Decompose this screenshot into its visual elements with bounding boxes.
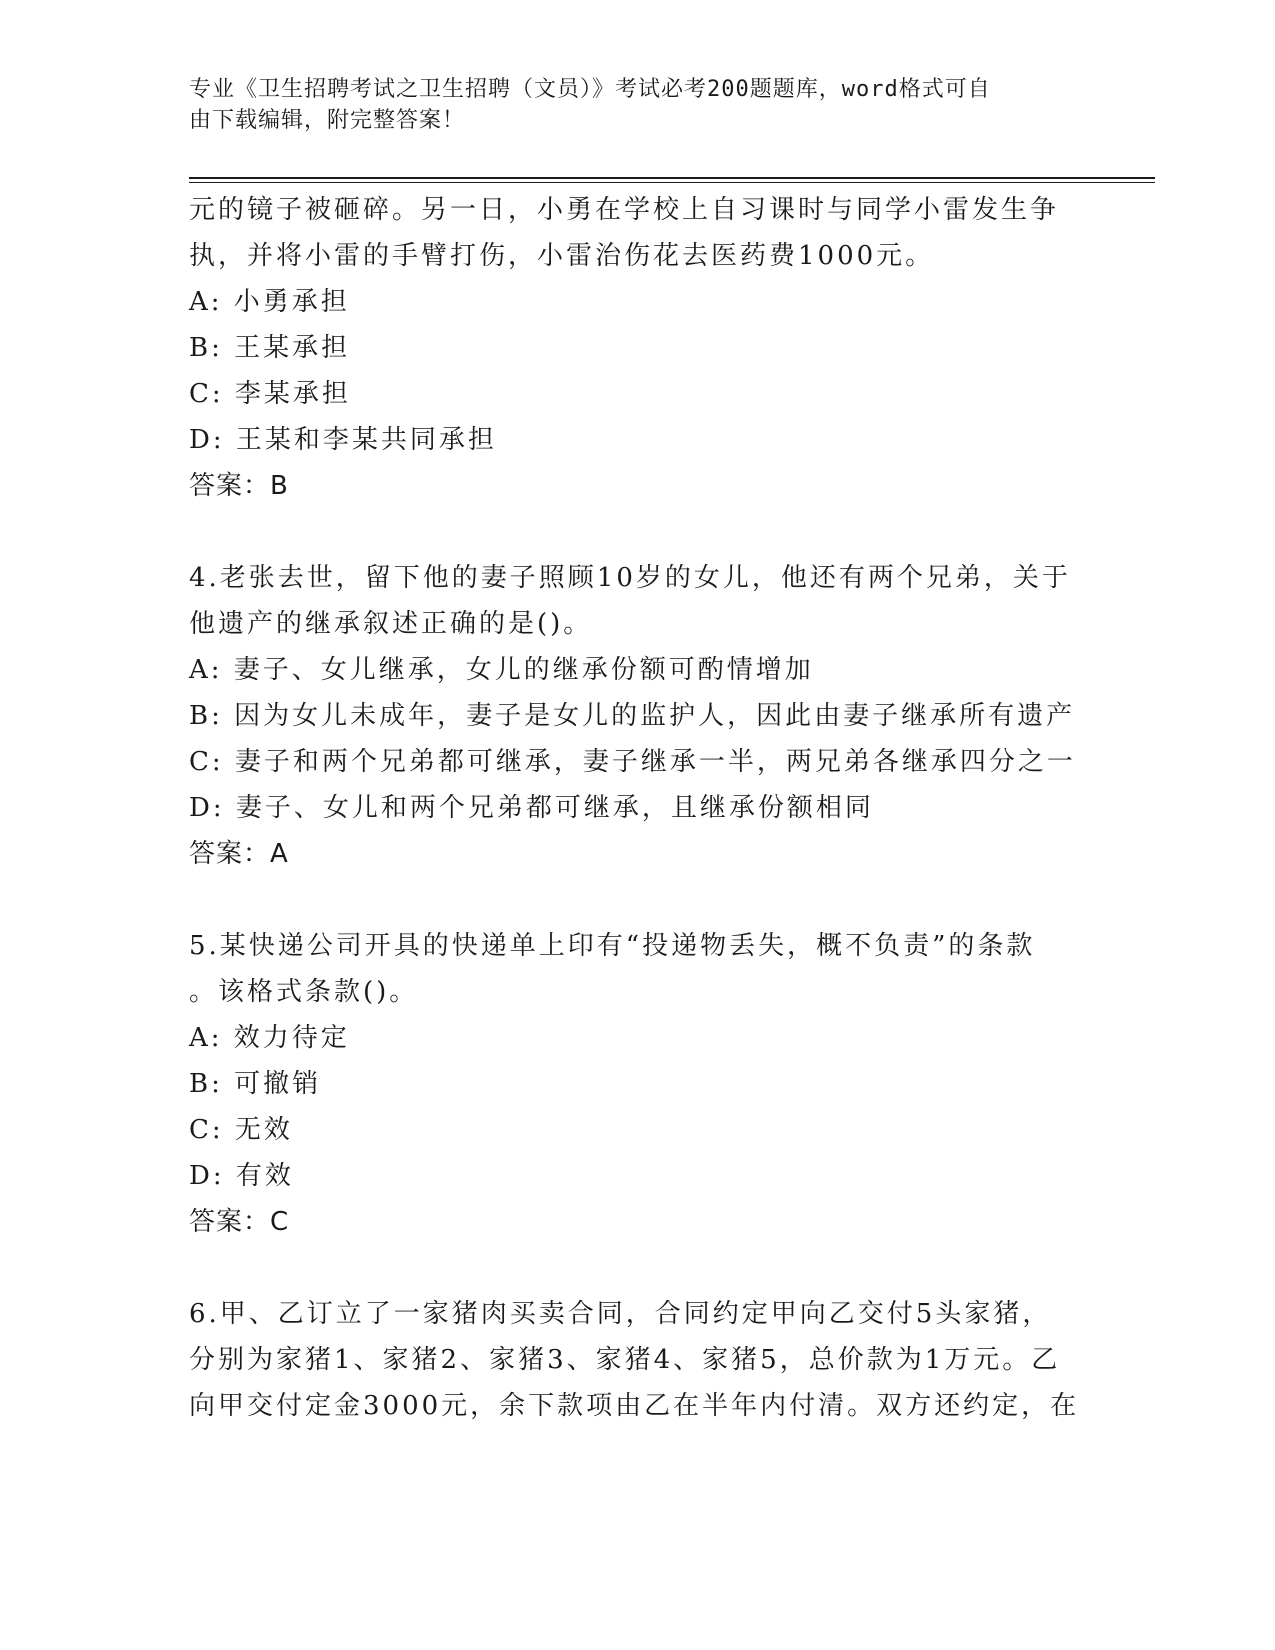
option-c: C: 无效 bbox=[189, 1115, 293, 1145]
option-b: B: 因为女儿未成年，妻子是女儿的监护人，因此由妻子继承所有遗产 bbox=[189, 701, 1076, 731]
question-text-line: 元的镜子被砸碎。另一日，小勇在学校上自习课时与同学小雷发生争 bbox=[189, 195, 1060, 225]
document-header bbox=[189, 74, 1069, 136]
question-text-line: 6.甲、乙订立了一家猪肉买卖合同，合同约定甲向乙交付5头家猪， bbox=[189, 1299, 1052, 1329]
question-text-line: 执，并将小雷的手臂打伤，小雷治伤花去医药费1000元。 bbox=[189, 241, 935, 271]
header-divider-thick bbox=[189, 177, 1155, 179]
option-c: C: 妻子和两个兄弟都可继承，妻子继承一半，两兄弟各继承四分之一 bbox=[189, 747, 1076, 777]
option-b: B: 可撤销 bbox=[189, 1069, 322, 1099]
answer-label: 答案：B bbox=[189, 471, 289, 501]
header-divider-thin bbox=[189, 182, 1155, 183]
question-text-line: 分别为家猪1、家猪2、家猪3、家猪4、家猪5，总价款为1万元。乙 bbox=[189, 1345, 1061, 1375]
question-text-line: 。该格式条款()。 bbox=[189, 977, 419, 1007]
header-line-1: 专业《卫生招聘考试之卫生招聘（文员）》考试必考200题题库，word格式可自 bbox=[189, 77, 991, 102]
question-text-line: 5.某快递公司开具的快递单上印有“投递物丢失，概不负责”的条款 bbox=[189, 931, 1036, 961]
spacer bbox=[189, 877, 1089, 923]
question-6 bbox=[189, 1291, 1089, 1429]
option-d: D: 有效 bbox=[189, 1161, 294, 1191]
question-text-line: 4.老张去世，留下他的妻子照顾10岁的女儿，他还有两个兄弟，关于 bbox=[189, 563, 1071, 593]
spacer bbox=[189, 1245, 1089, 1291]
option-d: D: 妻子、女儿和两个兄弟都可继承，且继承份额相同 bbox=[189, 793, 874, 823]
option-b: B: 王某承担 bbox=[189, 333, 351, 363]
question-text-line: 他遗产的继承叙述正确的是()。 bbox=[189, 609, 593, 639]
option-a: A: 小勇承担 bbox=[189, 287, 350, 317]
option-d: D: 王某和李某共同承担 bbox=[189, 425, 497, 455]
answer-label: 答案：C bbox=[189, 1207, 290, 1237]
header-line-2: 由下载编辑，附完整答案！ bbox=[189, 108, 466, 133]
option-a: A: 效力待定 bbox=[189, 1023, 350, 1053]
question-4 bbox=[189, 555, 1089, 877]
question-3-continuation bbox=[189, 187, 1089, 509]
option-c: C: 李某承担 bbox=[189, 379, 351, 409]
question-text-line: 向甲交付定金3000元，余下款项由乙在半年内付清。双方还约定，在 bbox=[189, 1391, 1080, 1421]
question-5 bbox=[189, 923, 1089, 1245]
document-body bbox=[189, 187, 1089, 1429]
answer-label: 答案：A bbox=[189, 839, 289, 869]
spacer bbox=[189, 509, 1089, 555]
option-a: A: 妻子、女儿继承，女儿的继承份额可酌情增加 bbox=[189, 655, 814, 685]
